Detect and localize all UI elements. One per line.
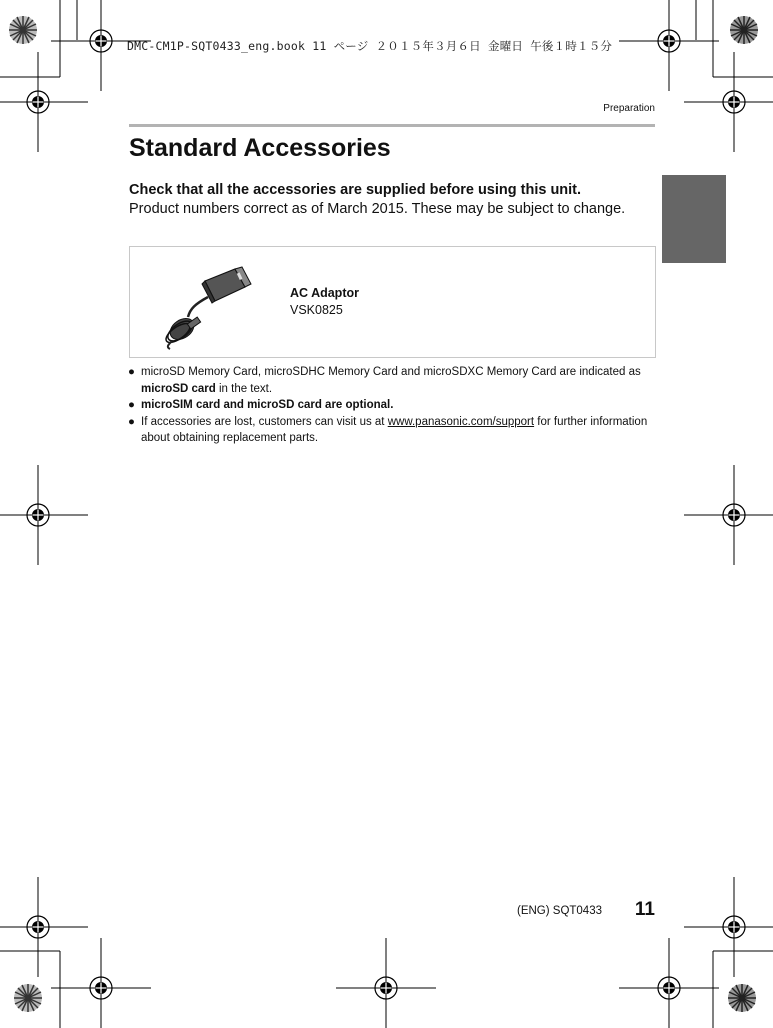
notes-list (128, 364, 648, 447)
note-text: If accessories are lost, customers can visit us at (141, 415, 388, 428)
page-title: Standard Accessories (129, 134, 391, 162)
footer-model-code: (ENG) SQT0433 (517, 905, 602, 917)
registration-mark-icon (51, 938, 151, 1028)
note-item (128, 364, 648, 397)
note-bold-text: microSIM card and microSD card are optional. (141, 399, 394, 411)
title-rule (129, 124, 655, 127)
ac-adaptor-icon (150, 249, 290, 357)
color-wheel-icon (728, 984, 756, 1012)
accessory-name: AC Adaptor (290, 286, 359, 300)
note-text: in the text. (215, 382, 273, 395)
note-text: microSD Memory Card, microSDHC Memory Card and microSDXC Memory Card are indicated as (141, 366, 641, 378)
note-item (128, 397, 648, 414)
intro-bold-line: Check that all the accessories are supplied before using this unit. (129, 182, 582, 198)
color-wheel-icon (730, 16, 758, 44)
registration-mark-icon (0, 52, 88, 152)
registration-mark-icon (684, 465, 773, 565)
color-wheel-icon (14, 984, 42, 1012)
registration-mark-icon (0, 465, 88, 565)
registration-mark-icon (336, 938, 436, 1028)
bullet: ● (128, 399, 135, 411)
note-text: for further information about obtaining replacement parts. (141, 415, 648, 444)
registration-mark-icon (619, 0, 719, 91)
accessory-box (129, 246, 656, 358)
registration-mark-icon (684, 877, 773, 977)
accessory-number: VSK0825 (290, 303, 343, 317)
registration-mark-icon (0, 877, 88, 977)
chapter-side-tab (662, 175, 726, 263)
note-item (128, 414, 648, 447)
support-link[interactable]: www.panasonic.com/support (387, 415, 535, 428)
registration-mark-icon (684, 52, 773, 152)
page-number: 11 (634, 899, 655, 920)
intro-line: Product numbers correct as of March 2015. These may be subject to change. (129, 201, 626, 217)
bullet: ● (128, 366, 135, 378)
book-file-header: DMC-CM1P-SQT0433_eng.book 11 ページ ２０１５年３月６日 金曜日 午後１時１５分 (127, 39, 613, 53)
bullet: ● (128, 415, 135, 428)
color-wheel-icon (9, 16, 37, 44)
registration-mark-icon (619, 938, 719, 1028)
note-bold-term: microSD card (141, 382, 216, 395)
section-label: Preparation (603, 103, 655, 114)
